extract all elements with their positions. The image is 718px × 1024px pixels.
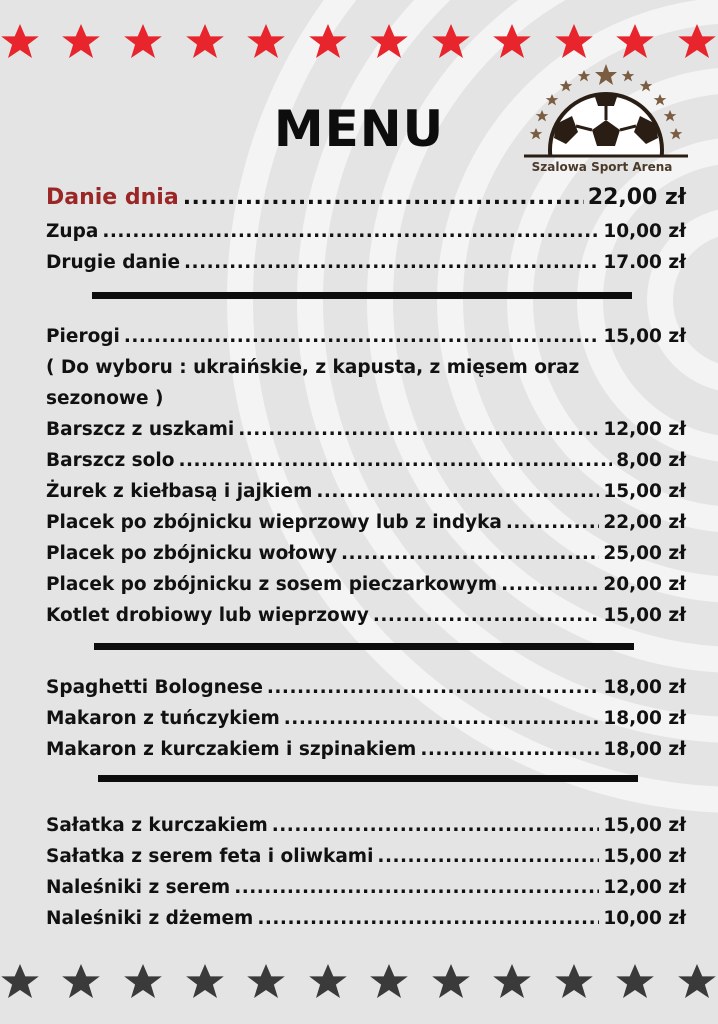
menu-item-name: Naleśniki z serem — [46, 877, 231, 898]
star-icon — [555, 24, 593, 58]
dot-leader — [284, 703, 600, 734]
star-icon — [309, 964, 347, 998]
dot-leader — [377, 841, 599, 872]
dot-leader — [267, 672, 600, 703]
star-icon — [62, 964, 100, 998]
menu-item-price: 18,00 zł — [603, 739, 686, 760]
dot-leader — [234, 872, 599, 903]
section-divider — [98, 775, 638, 782]
dot-leader — [316, 476, 599, 507]
menu-item-price: 15,00 zł — [603, 815, 686, 836]
star-icon — [247, 24, 285, 58]
star-icon — [432, 964, 470, 998]
menu-item-price: 18,00 zł — [603, 708, 686, 729]
menu-item-name: Zupa — [46, 221, 99, 242]
menu-item-price: 18,00 zł — [603, 677, 686, 698]
menu-item — [46, 672, 686, 703]
star-icon — [555, 964, 593, 998]
star-icon — [186, 964, 224, 998]
star-icon — [1, 24, 39, 58]
dot-leader — [257, 903, 599, 934]
dot-leader — [184, 247, 599, 278]
bottom-stars-row — [0, 952, 718, 1012]
star-icon — [493, 964, 531, 998]
star-icon — [247, 964, 285, 998]
menu-item — [46, 414, 686, 445]
star-icon — [370, 964, 408, 998]
menu-item-price: 15,00 zł — [603, 481, 686, 502]
menu-item-price: 8,00 zł — [616, 450, 686, 471]
star-icon — [616, 964, 654, 998]
dot-leader — [341, 538, 599, 569]
menu-item-name: Danie dnia — [46, 185, 179, 210]
logo-text: Szalowa Sport Arena — [531, 160, 673, 174]
menu-item-name: Barszcz z uszkami — [46, 419, 235, 440]
menu-item — [46, 321, 686, 352]
star-icon — [124, 24, 162, 58]
menu-item-price: 22,00 zł — [587, 185, 686, 210]
menu-item — [46, 841, 686, 872]
menu-list — [46, 180, 686, 934]
menu-item-price: 10,00 zł — [603, 221, 686, 242]
dot-leader — [272, 810, 600, 841]
menu-item — [46, 569, 686, 600]
dot-leader — [506, 507, 600, 538]
menu-item-name: Pierogi — [46, 326, 120, 347]
menu-item-name: Placek po zbójnicku z sosem pieczarkowym — [46, 574, 498, 595]
menu-item-price: 22,00 zł — [603, 512, 686, 533]
menu-item-name: Spaghetti Bolognese — [46, 677, 263, 698]
menu-item-price: 10,00 zł — [603, 908, 686, 929]
star-icon — [124, 964, 162, 998]
star-icon — [309, 24, 347, 58]
menu-item-price: 17.00 zł — [603, 252, 686, 273]
menu-item-price: 12,00 zł — [603, 877, 686, 898]
menu-item-name: Makaron z kurczakiem i szpinakiem — [46, 739, 417, 760]
star-icon — [186, 24, 224, 58]
menu-item-name: Barszcz solo — [46, 450, 175, 471]
menu-item-name: Makaron z tuńczykiem — [46, 708, 280, 729]
menu-item-price: 15,00 zł — [603, 846, 686, 867]
star-icon — [616, 24, 654, 58]
menu-item — [46, 476, 686, 507]
star-icon — [370, 24, 408, 58]
menu-item — [46, 216, 686, 247]
star-icon — [1, 964, 39, 998]
dot-leader — [238, 414, 599, 445]
menu-item — [46, 445, 686, 476]
dot-leader — [501, 569, 599, 600]
menu-item-note: ( Do wyboru : ukraińskie, z kapusta, z mięsem oraz sezonowe ) — [46, 357, 580, 409]
menu-item — [46, 810, 686, 841]
dot-leader — [373, 600, 600, 631]
star-icon — [678, 964, 716, 998]
menu-item-name: Drugie danie — [46, 252, 181, 273]
dot-leader — [178, 445, 612, 476]
menu-item — [46, 600, 686, 631]
menu-item-name: Sałatka z kurczakiem — [46, 815, 268, 836]
dot-leader — [102, 216, 599, 247]
star-icon — [432, 24, 470, 58]
dot-leader — [420, 734, 599, 765]
section-divider — [92, 292, 632, 299]
menu-item-price: 15,00 zł — [603, 326, 686, 347]
section-divider — [94, 643, 634, 650]
menu-item — [46, 247, 686, 278]
dot-leader — [124, 321, 600, 352]
menu-item-name: Placek po zbójnicku wieprzowy lub z indyka — [46, 512, 502, 533]
menu-item — [46, 903, 686, 934]
menu-item-price: 25,00 zł — [603, 543, 686, 564]
menu-item-name: Placek po zbójnicku wołowy — [46, 543, 338, 564]
menu-item-price: 20,00 zł — [603, 574, 686, 595]
menu-item-price: 12,00 zł — [603, 419, 686, 440]
dot-leader — [183, 180, 584, 216]
star-icon — [62, 24, 100, 58]
star-icon — [493, 24, 531, 58]
menu-item-name: Kotlet drobiowy lub wieprzowy — [46, 605, 369, 626]
menu-item-name: Sałatka z serem feta i oliwkami — [46, 846, 374, 867]
star-icon — [678, 24, 716, 58]
menu-item-price: 15,00 zł — [603, 605, 686, 626]
menu-item-name: Naleśniki z dżemem — [46, 908, 254, 929]
menu-item — [46, 872, 686, 903]
menu-item-featured — [46, 180, 686, 216]
menu-item — [46, 703, 686, 734]
menu-item — [46, 507, 686, 538]
page-title: MENU — [273, 100, 445, 158]
menu-item — [46, 734, 686, 765]
menu-item-name: Żurek z kiełbasą i jajkiem — [46, 481, 313, 502]
menu-item — [46, 538, 686, 569]
